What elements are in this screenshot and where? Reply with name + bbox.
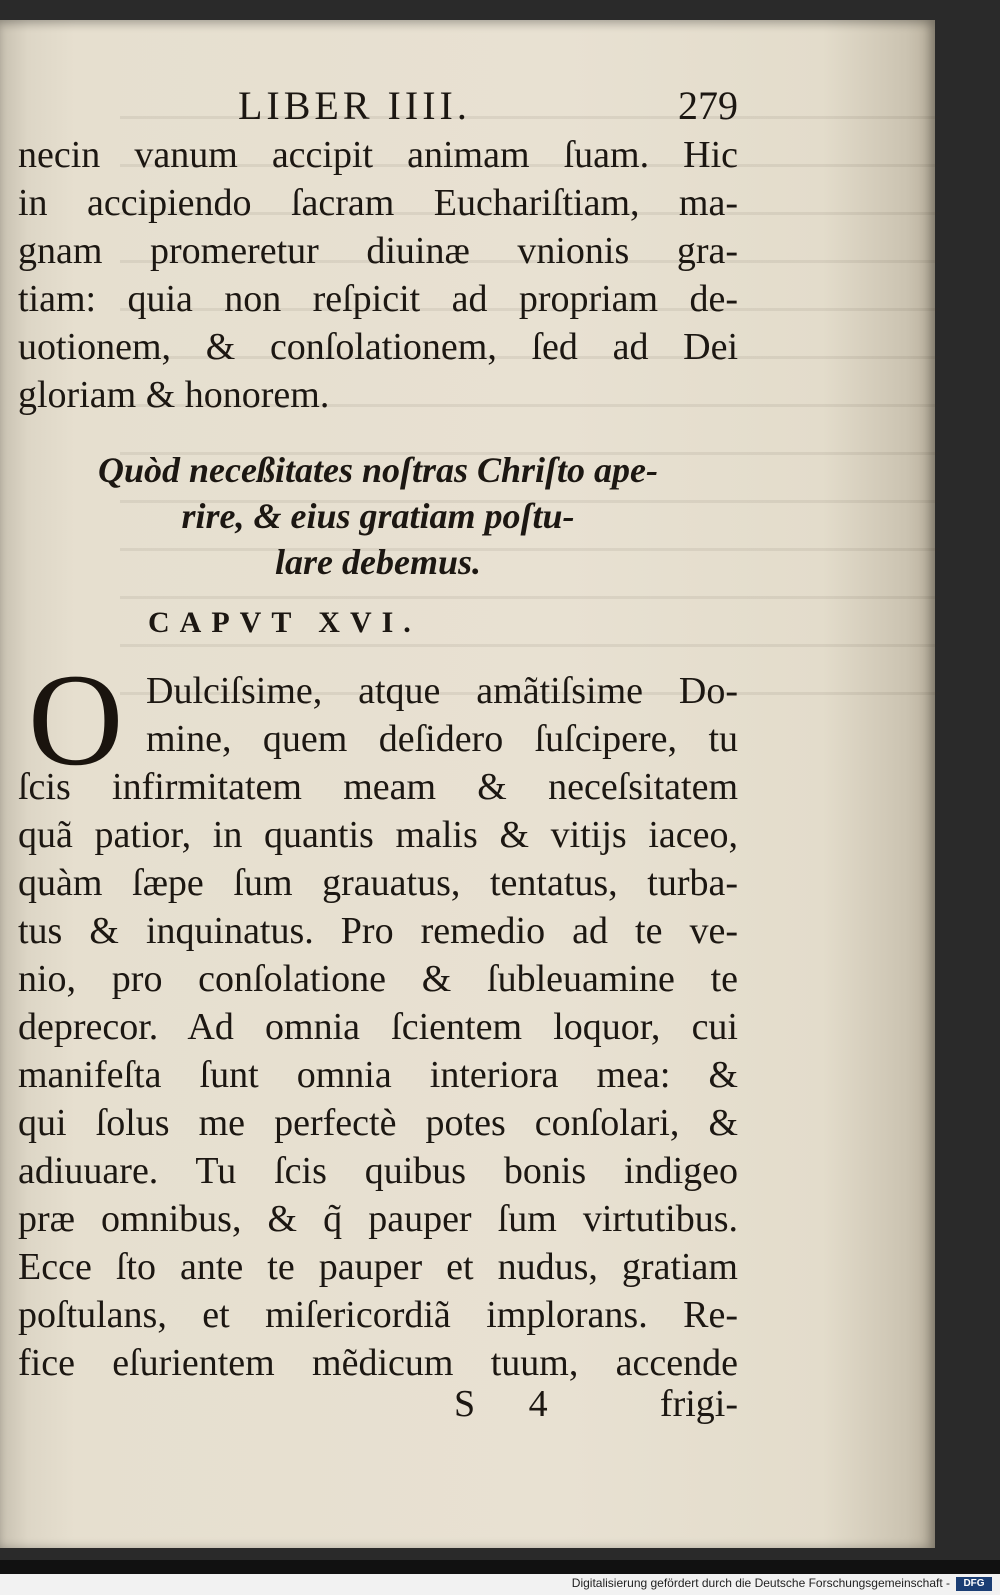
body-line: in accipiendo ſacram Euchariſtiam, ma-	[18, 182, 738, 224]
body-line: gloriam & honorem.	[18, 374, 330, 416]
running-head-title: LIBER IIII.	[238, 83, 471, 128]
body-line: manifeſta ſunt omnia interiora mea: &	[18, 1054, 738, 1096]
digitization-footer	[0, 1574, 1000, 1595]
body-line: Dulciſsime, atque amãtiſsime Do-	[146, 670, 738, 712]
chapter-heading-line: lare debemus.	[275, 542, 481, 582]
chapter-heading-line: rire, & eius gratiam poſtu-	[181, 496, 575, 536]
body-line: uotionem, & conſolationem, ſed ad Dei	[18, 326, 738, 368]
body-line: deprecor. Ad omnia ſcientem loquor, cui	[18, 1006, 738, 1048]
body-line: nio, pro conſolatione & ſubleuamine te	[18, 958, 738, 1000]
body-line: tiam: quia non reſpicit ad propriam de-	[18, 278, 738, 320]
body-line: mine, quem deſidero ſuſcipere, tu	[146, 718, 738, 760]
body-line: tus & inquinatus. Pro remedio ad te ve-	[18, 910, 738, 952]
chapter-heading-line: Quòd neceßitates noſtras Chriſto ape-	[97, 450, 658, 490]
body-line: qui ſolus me perfectè potes conſolari, &	[18, 1102, 738, 1144]
body-line: quã patior, in quantis malis & vitijs iaceo,	[18, 814, 738, 856]
dfg-logo[interactable]: DFG	[956, 1577, 992, 1591]
page-foot	[18, 1382, 738, 1432]
drop-cap: O	[28, 646, 124, 793]
body-line: necin vanum accipit animam ſuam. Hic	[18, 134, 738, 176]
running-head	[18, 82, 738, 132]
body-line: præ omnibus, & q̃ pauper ſum virtutibus.	[18, 1198, 738, 1240]
funding-credit: Digitalisierung gefördert durch die Deutsche Forschungsgemeinschaft -	[571, 1576, 950, 1590]
body-line: fice eſurientem mẽdicum tuum, accende	[18, 1342, 738, 1384]
body-line: ſcis infirmitatem meam & neceſsitatem	[18, 766, 738, 808]
body-line: Ecce ſto ante te pauper et nudus, gratiam	[18, 1246, 738, 1288]
signature-mark: S 4	[454, 1383, 570, 1425]
body-line: adiuuare. Tu ſcis quibus bonis indigeo	[18, 1150, 738, 1192]
page-number: 279	[678, 83, 738, 128]
chapter-number: CAPVT XVI.	[148, 606, 421, 639]
body-line: quàm ſæpe ſum grauatus, tentatus, turba-	[18, 862, 738, 904]
body-line: poſtulans, et miſericordiã implorans. Re-	[18, 1294, 738, 1336]
book-page	[0, 20, 935, 1548]
body-line: gnam promeretur diuinæ vnionis gra-	[18, 230, 738, 272]
catchword: frigi-	[659, 1383, 738, 1425]
